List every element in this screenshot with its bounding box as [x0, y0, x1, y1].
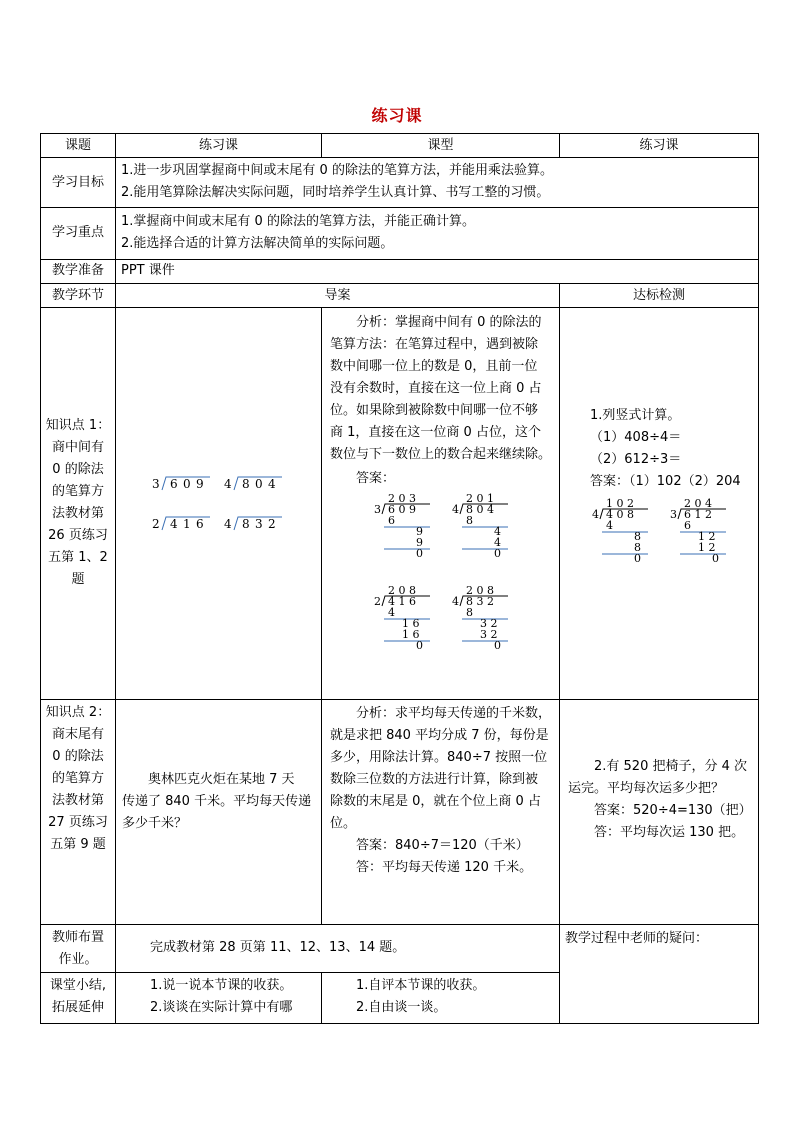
k2-row — [41, 699, 759, 924]
goals-row — [41, 158, 759, 208]
k1-label-line: 五第 1、2 — [48, 550, 108, 566]
k2-check-line: 运完。平均每次运多少把？ — [568, 780, 725, 796]
k1-analysis-line: 位。如果除到被除数中间哪一位不够 — [330, 403, 539, 419]
summary-label-line: 课堂小结, — [49, 978, 107, 994]
k2-problem-line: 奥林匹克火炬在某地 7 天 — [148, 771, 295, 787]
answer-step: 6 — [387, 514, 395, 528]
division-digit: 8 — [242, 517, 250, 532]
page-title: 练习课 — [371, 106, 423, 125]
k1-check-line: 1.列竖式计算。 — [590, 408, 681, 424]
k2-analysis-line: 分析：求平均每天传递的千米数， — [356, 705, 552, 721]
division-digit: 6 — [170, 477, 178, 492]
k2-label-line: 的笔算方 — [51, 770, 104, 786]
k1-analysis-line: 商 1，直接在这一位商 0 占位，这个 — [330, 425, 541, 441]
answer-step: 0 — [712, 552, 719, 566]
k1-analysis-line: 分析：掌握商中间有 0 的除法的 — [356, 315, 542, 331]
division-digit: 9 — [196, 477, 204, 492]
division-digit: 4 — [268, 477, 276, 492]
k2-problem-line: 多少千米？ — [122, 815, 188, 831]
answer-divisor: 4 — [451, 595, 459, 609]
division-divisor: 2 — [152, 517, 160, 532]
focus-content — [116, 207, 759, 259]
k2-analysis-line: 多少，用除法计算。840÷7 按照一位 — [330, 749, 548, 765]
answer-dividend: 8 3 2 — [465, 595, 494, 609]
division-divisor: 4 — [224, 517, 232, 532]
answer-step: 8 — [634, 530, 641, 544]
k1-check — [560, 308, 759, 699]
prep-value: PPT 课件 — [116, 259, 759, 283]
summary-teacher — [116, 973, 322, 1024]
k1-row — [41, 308, 759, 699]
homework-label-line: 教师布置 — [51, 929, 104, 945]
homework-label-line: 作业。 — [58, 951, 98, 967]
answer-divisor: 3 — [670, 508, 677, 522]
answer-step: 0 — [493, 547, 501, 561]
answer-step: 3 2 — [479, 628, 497, 642]
answer-step: 8 — [634, 541, 641, 555]
answer-quotient: 2 0 4 — [684, 497, 712, 511]
focus-item: 1.掌握商中间或末尾有 0 的除法的笔算方法，并能正确计算。 — [121, 213, 475, 229]
answer-step: 8 — [465, 514, 473, 528]
prep-row — [41, 259, 759, 283]
header-row — [41, 134, 759, 158]
summary-student-line: 2.自由谈一谈。 — [356, 1000, 447, 1016]
k1-label-line: 的笔算方 — [51, 484, 104, 500]
division-digit: 0 — [255, 477, 263, 492]
goal-item: 2.能用笔算除法解决实际问题，同时培养学生认真计算、书写工整的习惯。 — [121, 185, 550, 201]
answer-step: 4 — [387, 606, 395, 620]
teacher-question: 教学过程中老师的疑问： — [560, 924, 759, 1023]
division-digit: 6 — [196, 517, 204, 532]
k1-answer-divisions — [366, 490, 516, 676]
answer-step: 1 6 — [401, 617, 419, 631]
k1-analysis-line: 笔算方法：在笔算过程中，遇到被除 — [330, 337, 539, 353]
k2-label-line: 商末尾有 — [51, 726, 104, 742]
k2-analysis-line: 就是求把 840 平均分成 7 份，每份是 — [330, 727, 549, 743]
answer-dividend: 6 0 9 — [387, 503, 416, 517]
header-topic-value: 练习课 — [116, 134, 322, 158]
lesson-table — [40, 133, 759, 1024]
k2-label-line: 27 页练习 — [48, 814, 108, 830]
k1-analysis-line: 没有余数时，直接在这一位上商 0 占 — [330, 381, 542, 397]
k1-analysis-line: 数位与下一数位上的数合起来继续除。 — [330, 447, 552, 463]
k1-label-line: 商中间有 — [51, 440, 104, 456]
answer-step: 0 — [415, 639, 423, 653]
k2-check-line: 答案：520÷4=130（把） — [594, 802, 752, 818]
answer-quotient: 2 0 8 — [387, 584, 416, 598]
answer-quotient: 2 0 8 — [465, 584, 494, 598]
division-digit: 4 — [170, 517, 178, 532]
answer-quotient: 1 0 2 — [606, 497, 634, 511]
section-label-guide: 导案 — [116, 283, 560, 307]
focus-row — [41, 207, 759, 259]
k1-label-line: 0 的除法 — [52, 462, 104, 478]
answer-dividend: 8 0 4 — [465, 503, 494, 517]
answer-divisor: 4 — [451, 503, 459, 517]
k1-check-divisions — [584, 493, 734, 573]
summary-teacher-line: 2.谈谈在实际计算中有哪 — [150, 1000, 293, 1016]
division-divisor: 4 — [224, 477, 232, 492]
k2-label-line: 五第 9 题 — [50, 836, 106, 852]
focus-item: 2.能选择合适的计算方法解决简单的实际问题。 — [121, 235, 394, 251]
answer-step: 9 — [415, 536, 423, 550]
answer-step: 4 — [606, 519, 613, 533]
answer-quotient: 2 0 1 — [465, 492, 494, 506]
answer-step: 6 — [684, 519, 691, 533]
k2-check-line: 答：平均每次运 130 把。 — [594, 824, 745, 840]
division-digit: 3 — [255, 517, 263, 532]
k1-check-line: （2）612÷3＝ — [590, 452, 682, 468]
k2-label-line: 0 的除法 — [52, 748, 104, 764]
k2-check-line: 2.有 520 把椅子，分 4 次 — [594, 758, 748, 774]
answer-quotient: 2 0 3 — [387, 492, 416, 506]
division-digit: 8 — [242, 477, 250, 492]
goals-content — [116, 158, 759, 208]
k1-analysis-line: 数中间哪一位上的数是 0，且前一位 — [330, 359, 538, 375]
division-digit: 2 — [268, 517, 276, 532]
section-header-row — [41, 283, 759, 307]
k1-label-line: 法教材第 — [51, 506, 104, 522]
homework-value: 完成教材第 28 页第 11、12、13、14 题。 — [116, 924, 560, 973]
k2-analysis — [322, 699, 560, 924]
answer-divisor: 2 — [373, 595, 381, 609]
k2-analysis-line: 位。 — [330, 815, 357, 831]
k1-label-line: 26 页练习 — [48, 528, 108, 544]
k2-analysis-line: 数除三位数的方法进行计算，除到被 — [330, 771, 539, 787]
homework-label — [41, 924, 116, 973]
goals-label: 学习目标 — [41, 158, 116, 208]
k2-label-line: 法教材第 — [51, 792, 104, 808]
k1-label-line: 知识点 1： — [45, 418, 111, 434]
header-type-label: 课型 — [322, 134, 560, 158]
k2-problem — [116, 699, 322, 924]
header-type-value: 练习课 — [560, 134, 759, 158]
section-label-stage: 教学环节 — [41, 283, 116, 307]
k2-analysis-line: 答：平均每天传递 120 千米。 — [356, 859, 533, 875]
k2-analysis-line: 答案：840÷7＝120（千米） — [356, 837, 529, 853]
header-topic-label: 课题 — [41, 134, 116, 158]
answer-step: 1 2 — [698, 541, 716, 555]
k2-label — [41, 699, 116, 924]
prep-label: 教学准备 — [41, 259, 116, 283]
k1-problems — [116, 308, 322, 699]
answer-dividend: 4 0 8 — [606, 508, 634, 522]
division-digit: 0 — [183, 477, 191, 492]
summary-label-line: 拓展延伸 — [51, 1000, 104, 1016]
homework-row — [41, 924, 759, 973]
division-divisor: 3 — [152, 477, 160, 492]
k1-check-line: （1）408÷4＝ — [590, 430, 682, 446]
answer-step: 4 — [493, 536, 501, 550]
k1-label-line: 题 — [71, 572, 85, 588]
summary-teacher-line: 1.说一说本节课的收获。 — [150, 978, 293, 994]
answer-dividend: 6 1 2 — [684, 508, 712, 522]
answer-divisor: 4 — [592, 508, 599, 522]
goal-item: 1.进一步巩固掌握商中间或末尾有 0 的除法的笔算方法，并能用乘法验算。 — [121, 163, 553, 179]
summary-student — [322, 973, 560, 1024]
answer-step: 8 — [465, 606, 473, 620]
section-label-check: 达标检测 — [560, 283, 759, 307]
k2-check — [560, 699, 759, 924]
answer-step: 0 — [634, 552, 641, 566]
answer-step: 4 — [493, 525, 501, 539]
k2-analysis-line: 除数的末尾是 0，就在个位上商 0 占 — [330, 793, 541, 809]
focus-label: 学习重点 — [41, 207, 116, 259]
answer-step: 9 — [415, 525, 423, 539]
k1-analysis — [322, 308, 560, 699]
answer-step: 0 — [493, 639, 501, 653]
k1-label — [41, 308, 116, 699]
k1-answer-label: 答案： — [356, 471, 396, 487]
k1-problem-divisions — [116, 458, 322, 548]
answer-divisor: 3 — [373, 503, 381, 517]
summary-student-line: 1.自评本节课的收获。 — [356, 978, 486, 994]
division-digit: 1 — [183, 517, 191, 532]
answer-step: 0 — [415, 547, 423, 561]
k2-problem-line: 传递了 840 千米。平均每天传递 — [122, 793, 312, 809]
answer-dividend: 4 1 6 — [387, 595, 416, 609]
k1-check-line: 答案：（1）102（2）204 — [590, 474, 741, 490]
answer-step: 3 2 — [479, 617, 497, 631]
k2-label-line: 知识点 2： — [45, 704, 111, 720]
summary-label — [41, 973, 116, 1024]
answer-step: 1 2 — [698, 530, 716, 544]
answer-step: 1 6 — [401, 628, 419, 642]
